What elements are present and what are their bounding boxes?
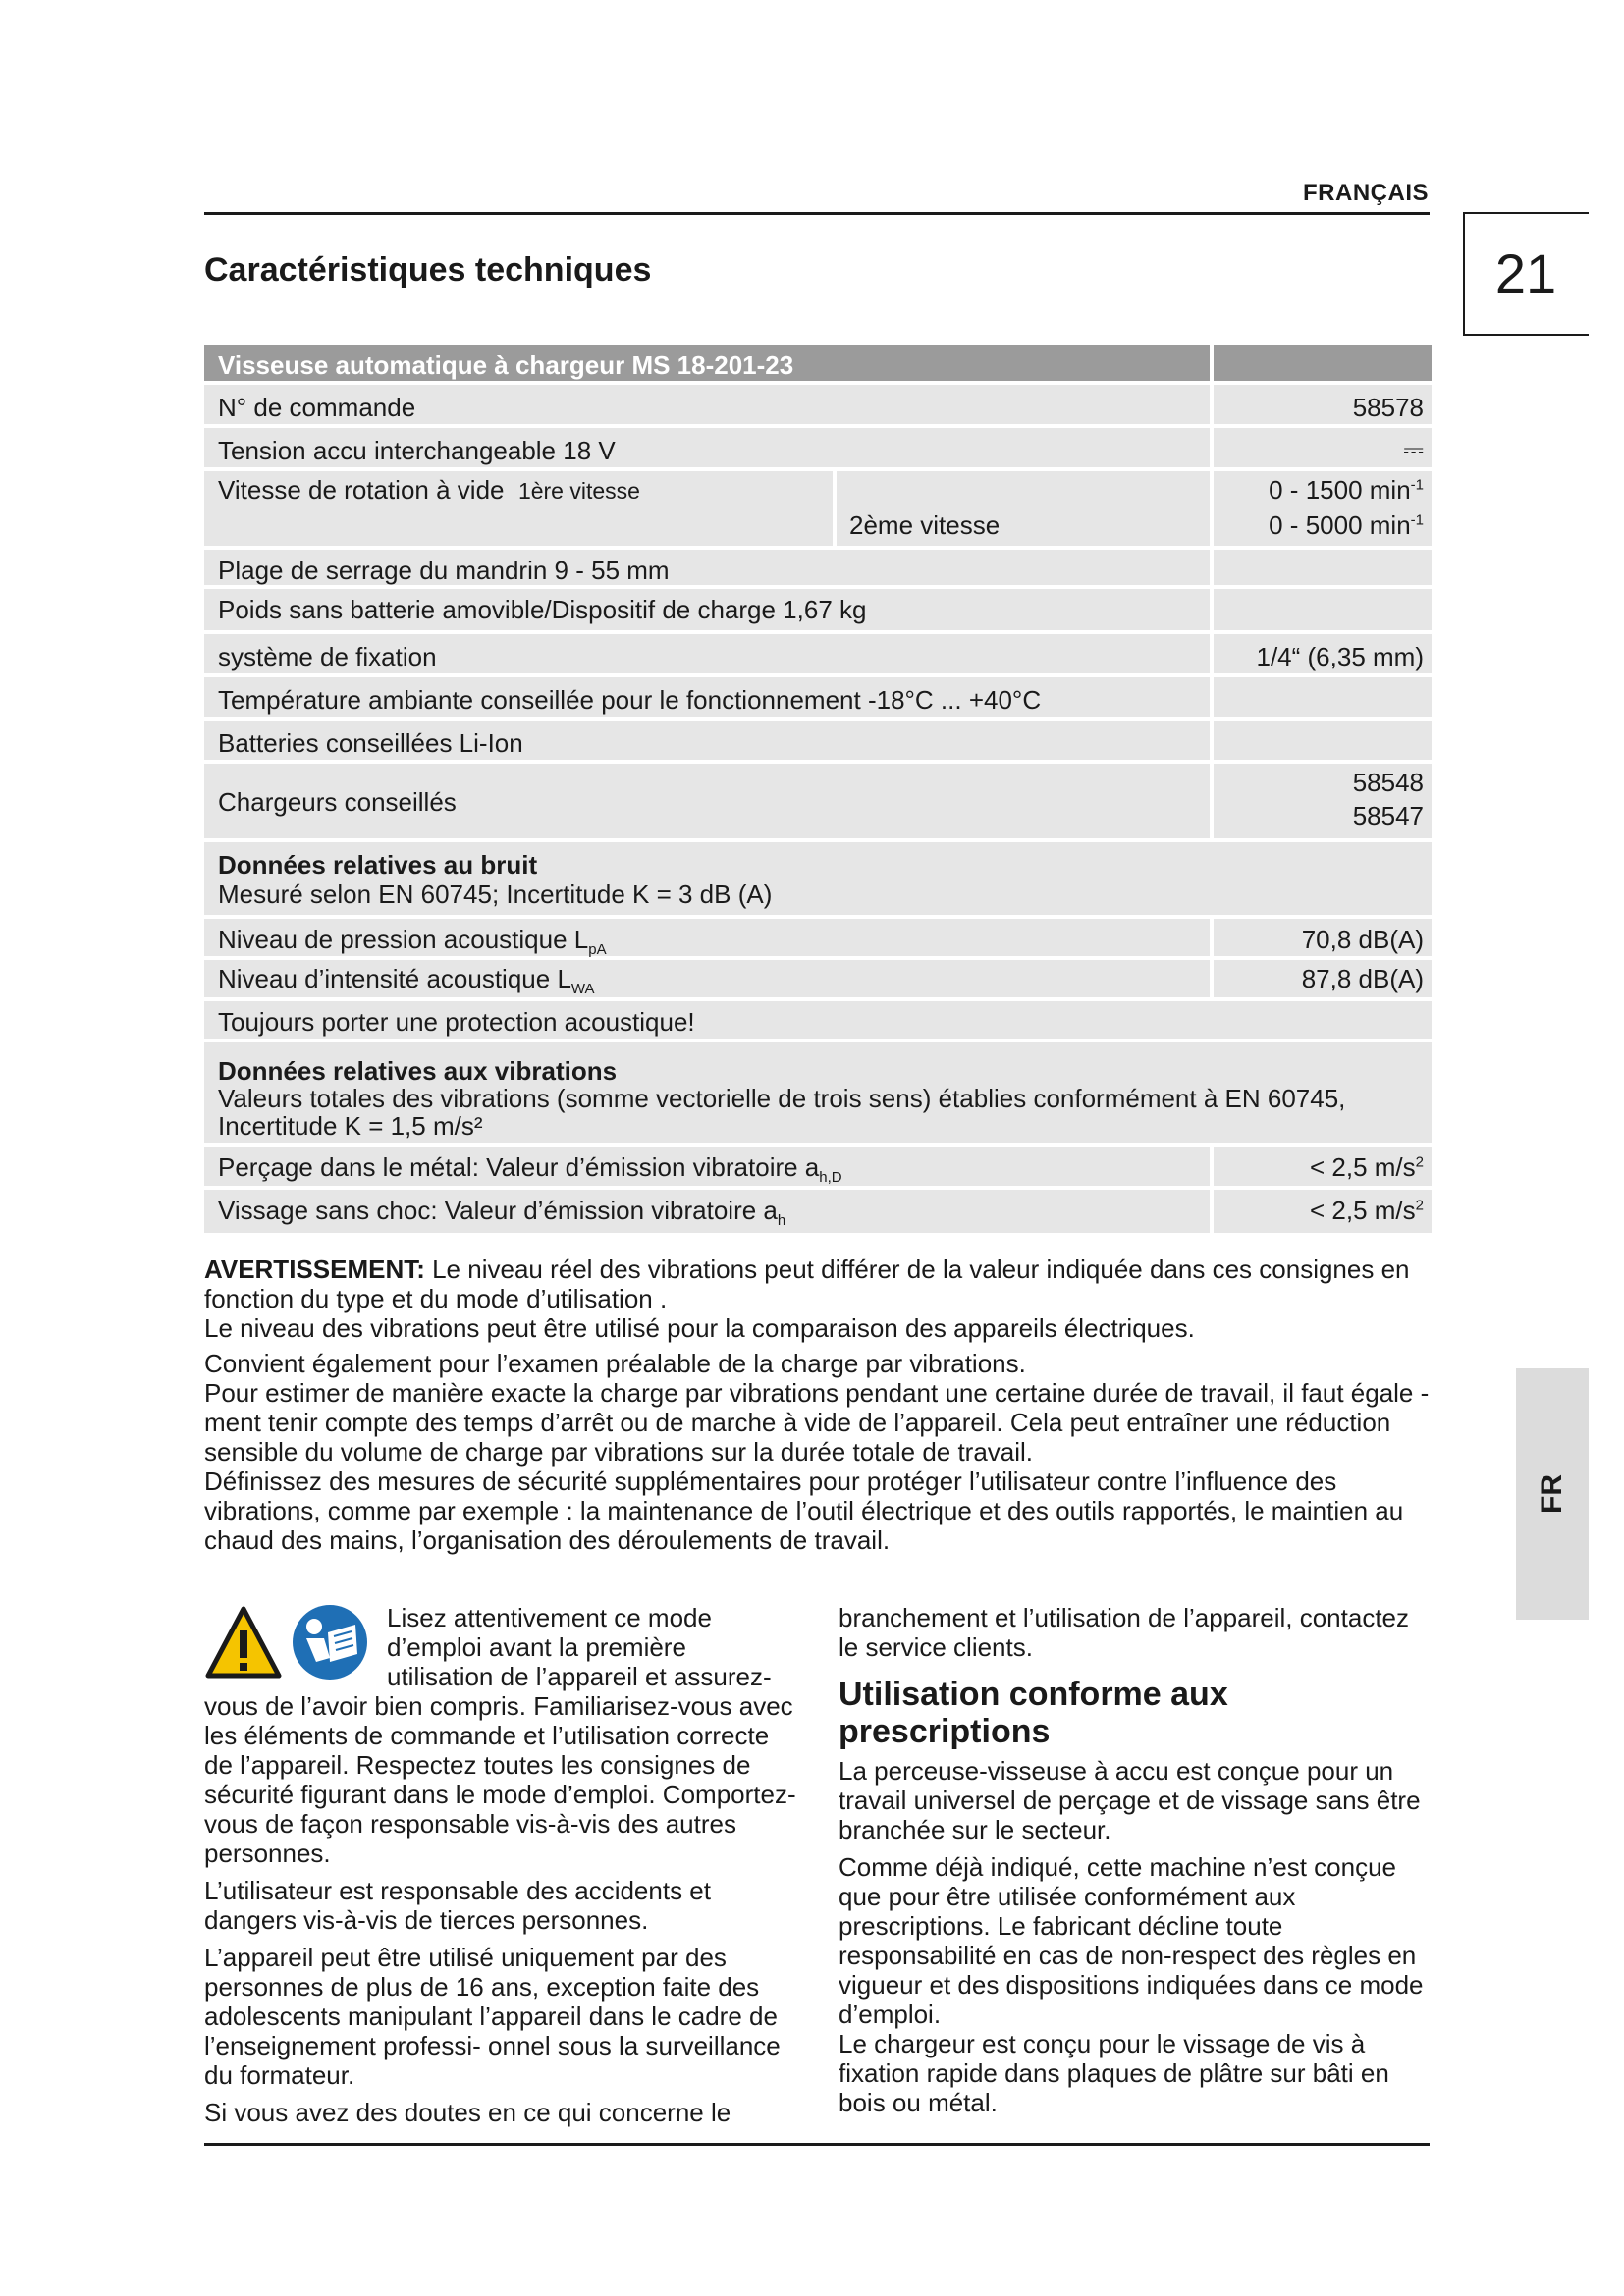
vibration-subtitle-1: Valeurs totales des vibrations (somme vectorielle de trois sens) établies conformément à EN 60745,	[218, 1084, 1346, 1113]
intended-use-text-2: Comme déjà indiqué, cette machine n’est conçue que pour être utilisée conformément aux prescriptions. Le fabricant décline toute responsabilité en cas de non-respect des règles en vigueur et des dispositions indiquées dans ce mode d’emploi.	[839, 1852, 1424, 2029]
table-row	[204, 1042, 1432, 1147]
bottom-rule	[204, 2143, 1430, 2146]
warning-text-1: Le niveau réel des vibrations peut différer de la valeur indiquée dans ces consignes en	[424, 1255, 1410, 1284]
responsibility-text: L’utilisateur est responsable des accidents et dangers vis-à-vis de tierces personnes.	[204, 1876, 711, 1935]
fixing-value: 1/4“ (6,35 mm)	[1256, 642, 1424, 671]
screwing-label: Vissage sans choc: Valeur d’émission vibratoire a	[218, 1196, 778, 1225]
intended-use-heading: Utilisation conforme aux prescriptions	[839, 1676, 1228, 1750]
table-row	[204, 589, 1432, 634]
warning-line	[204, 1255, 1432, 1284]
table-row	[204, 550, 1432, 589]
column-divider	[1210, 721, 1214, 760]
order-label: N° de commande	[218, 393, 416, 422]
drilling-value-line	[1310, 1152, 1424, 1183]
vibration-warning	[204, 1255, 1432, 1555]
table-row	[204, 842, 1432, 919]
table-row	[204, 1147, 1432, 1190]
chuck-label: Plage de serrage du mandrin 9 - 55 mm	[218, 556, 670, 585]
speed-label: Vitesse de rotation à vide	[218, 475, 505, 505]
language-header: FRANÇAIS	[1303, 180, 1429, 206]
column-divider	[1210, 1190, 1214, 1233]
screwing-value-line	[1310, 1196, 1424, 1226]
screwing-value: < 2,5 m/s	[1310, 1196, 1416, 1225]
column-divider	[1210, 960, 1214, 997]
squared-exponent: 2	[1415, 1153, 1424, 1171]
age-restriction-text: L’appareil peut être utilisé uniquement par des personnes de plus de 16 ans, exception faite des adolescents manipulant l’appareil dans le cadre de l’enseignement professi- onnel sous la surveillance du formateur.	[204, 1943, 781, 2090]
page-title: Caractéristiques techniques	[204, 251, 652, 289]
noise-subtitle: Mesuré selon EN 60745; Incertitude K = 3 dB (A)	[218, 880, 773, 909]
table-row	[204, 919, 1432, 960]
squared-exponent: 2	[1415, 1197, 1424, 1214]
table-row	[204, 960, 1432, 1001]
column-divider	[833, 471, 837, 546]
intensity-subscript: WA	[570, 981, 595, 998]
chargers-label: Chargeurs conseillés	[218, 787, 457, 817]
table-row	[204, 1001, 1432, 1042]
column-divider	[1210, 550, 1214, 585]
column-divider	[1210, 385, 1214, 424]
table-row	[204, 764, 1432, 842]
vibration-title: Données relatives aux vibrations	[218, 1056, 618, 1086]
table-row	[204, 634, 1432, 677]
pressure-subscript: pA	[588, 941, 607, 959]
warning-text-4: Convient également pour l’examen préalable de la charge par vibrations.	[204, 1349, 1026, 1378]
column-divider	[1210, 471, 1214, 546]
pressure-value: 70,8 dB(A)	[1301, 925, 1424, 954]
warning-text-3: Le niveau des vibrations peut être utilisé pour la comparaison des appareils électriques.	[204, 1313, 1195, 1343]
weight-label: Poids sans batterie amovible/Dispositif de charge 1,67 kg	[218, 595, 867, 624]
screwing-subscript: h	[777, 1212, 786, 1230]
top-rule	[204, 212, 1430, 215]
column-divider	[1210, 1147, 1214, 1186]
pressure-label: Niveau de pression acoustique L	[218, 925, 589, 954]
product-name: Visseuse automatique à chargeur MS 18-201-23	[218, 350, 794, 380]
noise-title: Données relatives au bruit	[218, 850, 538, 880]
drilling-label: Perçage dans le métal: Valeur d’émission vibratoire a	[218, 1152, 820, 1182]
table-row	[204, 677, 1432, 721]
drilling-subscript: h,D	[819, 1169, 842, 1187]
charger-2: 58547	[1352, 801, 1424, 830]
screwing-label-line	[218, 1196, 785, 1229]
warning-text-2: fonction du type et du mode d’utilisation .	[204, 1284, 668, 1313]
speed-second-value: 0 - 5000 min	[1269, 510, 1411, 540]
speed-unit-exponent: -1	[1410, 511, 1424, 529]
table-row	[204, 428, 1432, 471]
speed-first-label: 1ère vitesse	[517, 478, 640, 504]
drilling-value: < 2,5 m/s	[1310, 1152, 1416, 1182]
speed-label-line	[218, 475, 640, 506]
fixing-label: système de fixation	[218, 642, 437, 671]
warning-text-5: Pour estimer de manière exacte la charge par vibrations pendant une certaine durée de travail, il faut égale - ment tenir compte des temps d’arrêt ou de marche à vide de l’appareil. Cela peut entraîner une réduction sensible du volume de charge par vibrations sur la durée totale de travail.	[204, 1378, 1430, 1467]
doubts-text: Si vous avez des doutes en ce qui concerne le	[204, 2098, 731, 2127]
dc-symbol-icon: ⎓	[1403, 434, 1424, 463]
vibration-subtitle-2: Incertitude K = 1,5 m/s²	[218, 1111, 483, 1141]
hearing-label: Toujours porter une protection acoustique!	[218, 1007, 695, 1037]
page-number: 21	[1494, 242, 1557, 304]
column-divider	[1210, 634, 1214, 673]
intensity-value: 87,8 dB(A)	[1301, 964, 1424, 993]
speed-first-value-line	[1269, 475, 1424, 506]
manual-intro-text: Lisez attentivement ce mode d’emploi avant la première utilisation de l’appareil et assurez-vous de l’avoir bien compris. Familiarisez-vous avec les éléments de commande et l’utilisation correcte de l’appareil. Respectez toutes les consignes de sécurité figurant dans le mode d’emploi. Comportez-vous de façon responsable vis-à-vis des autres personnes.	[204, 1603, 796, 1868]
column-divider	[1210, 919, 1214, 956]
icon-spacer	[204, 1603, 387, 1683]
pressure-label-line	[218, 925, 607, 958]
intended-use-text-3: Le chargeur est conçu pour le vissage de vis à fixation rapide dans plaques de plâtre sur bâti en bois ou métal.	[839, 2029, 1389, 2117]
battery-label: Batteries conseillées Li-Ion	[218, 728, 523, 758]
order-value: 58578	[1352, 393, 1424, 422]
column-divider	[1210, 589, 1214, 630]
right-column	[839, 1603, 1434, 2125]
speed-second-value-line	[1269, 510, 1424, 541]
speed-second-label: 2ème vitesse	[849, 510, 1001, 540]
speed-first-value: 0 - 1500 min	[1269, 475, 1411, 505]
warning-label: AVERTISSEMENT:	[204, 1255, 425, 1284]
intended-use-text-1: La perceuse-visseuse à accu est conçue pour un travail universel de perçage et de vissage sans être branchée sur le secteur.	[839, 1756, 1421, 1844]
column-divider	[1210, 345, 1214, 381]
speed-unit-exponent: -1	[1410, 476, 1424, 494]
intensity-label-line	[218, 964, 595, 997]
voltage-label: Tension accu interchangeable 18 V	[218, 436, 616, 465]
table-header-row	[204, 345, 1432, 385]
drilling-label-line	[218, 1152, 842, 1186]
charger-1: 58548	[1352, 768, 1424, 797]
temperature-label: Température ambiante conseillée pour le fonctionnement -18°C ... +40°C	[218, 685, 1042, 715]
intensity-label: Niveau d’intensité acoustique L	[218, 964, 571, 993]
table-row	[204, 1190, 1432, 1233]
table-row	[204, 385, 1432, 428]
language-side-tab-label-wrap	[1516, 1368, 1589, 1620]
warning-text-6: Définissez des mesures de sécurité supplémentaires pour protéger l’utilisateur contre l’influence des vibrations, comme par exemple : la maintenance de l’outil électrique et des outils rapportés, le maintien au chaud des mains, l’organisation des déroulements de travail.	[204, 1467, 1404, 1555]
table-row	[204, 471, 1432, 550]
language-side-tab-label: FR	[1536, 1474, 1568, 1514]
table-row	[204, 721, 1432, 764]
column-divider	[1210, 428, 1214, 467]
spec-table	[204, 345, 1432, 1233]
left-column	[204, 1603, 799, 2135]
customer-service-text: branchement et l’utilisation de l’appareil, contactez le service clients.	[839, 1603, 1410, 1662]
column-divider	[1210, 764, 1214, 838]
column-divider	[1210, 677, 1214, 717]
